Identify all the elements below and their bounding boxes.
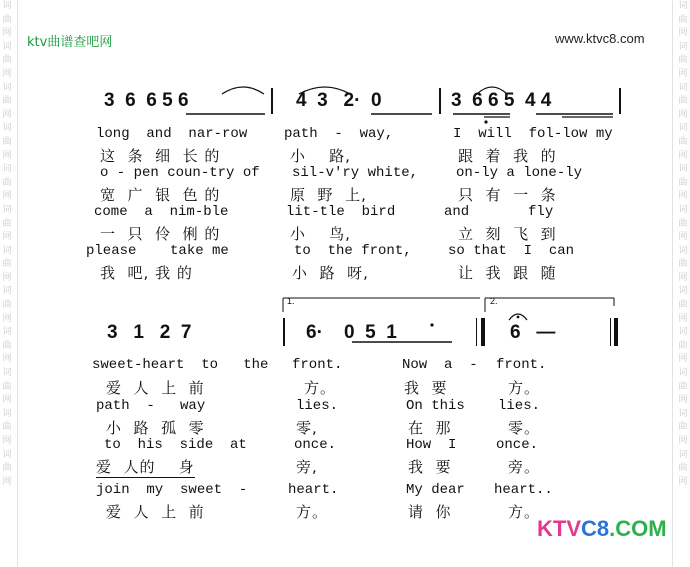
lyric-text: lit-tle bird	[286, 204, 396, 220]
lyric-text: 我 吧, 我 的	[100, 264, 193, 282]
lyric-text: to his side at	[104, 437, 247, 453]
lyric-text: so that I can	[448, 243, 575, 259]
lyric-text: 让 我 跟 随	[458, 264, 557, 282]
lyric-text: 方。	[508, 379, 541, 397]
lyric-text: come a nim-ble	[94, 204, 229, 220]
logo-part-ktv: KTV	[537, 516, 581, 541]
lyric-text: 跟 着 我 的	[458, 147, 557, 165]
measure-6-notes: 6 —	[510, 322, 556, 343]
lyric-text: and fly	[444, 204, 554, 220]
lyric-text: 小 路 孤 零	[106, 419, 205, 437]
lyric-text: 爱 人 上 前	[106, 503, 205, 521]
lyric-text: front.	[292, 357, 343, 373]
lyric-text: 方。	[304, 379, 337, 397]
ending-2-label: 2.	[490, 296, 498, 306]
measure-3-notes: 3 6 6 5 4 4	[451, 90, 552, 111]
lyric-text: 请 你	[408, 503, 452, 521]
measure-5-notes: 6· 0 5 1	[306, 322, 397, 343]
lyric-text: once.	[294, 437, 337, 453]
lyric-text: 爱 人 上 前	[106, 379, 205, 397]
lyric-text: 旁。	[508, 458, 541, 476]
lyric-text: 方。	[508, 503, 541, 521]
lyric-text: 只 有 一 条	[458, 186, 557, 204]
side-watermark-left: 词曲网词曲网词曲网词曲网词曲网词曲网词曲网词曲网词曲网词曲网词曲网词曲网	[2, 1, 12, 487]
lyric-text: front.	[496, 357, 547, 373]
lyric-text: path - way,	[284, 126, 394, 142]
lyric-text: 宽 广 银 色 的	[100, 186, 221, 204]
repeat-barline-thick	[481, 318, 485, 346]
lyric-text: 爱 人的 身	[96, 458, 195, 476]
lyric-text: please take me	[86, 243, 229, 259]
lyric-text: My dear	[406, 482, 465, 498]
lyric-text: heart.	[288, 482, 339, 498]
lyric-text: How I	[406, 437, 457, 453]
lyric-text: 小 路 呀,	[292, 264, 369, 282]
final-barline-thin	[610, 318, 611, 346]
lyric-text: 零。	[508, 419, 541, 437]
logo-part-com: .COM	[609, 516, 667, 541]
lyric-text: On this	[406, 398, 465, 414]
lyric-text: 在 那	[408, 419, 452, 437]
side-watermark-right: 词曲网词曲网词曲网词曲网词曲网词曲网词曲网词曲网词曲网词曲网词曲网词曲网	[678, 1, 688, 487]
measure-4-notes: 3 1 2 7	[107, 322, 192, 343]
lyric-text: 小 路,	[290, 147, 351, 165]
final-barline-thick	[614, 318, 618, 346]
barline	[283, 318, 285, 346]
lyric-text: 立 刻 飞 到	[458, 225, 557, 243]
repeat-barline-thin	[476, 318, 477, 346]
logo-part-c8: C8	[581, 516, 610, 541]
lyric-text: join my sweet -	[96, 482, 248, 498]
site-url[interactable]: www.ktvc8.com	[555, 31, 645, 46]
lyric-text: on-ly a lone-ly	[456, 165, 583, 181]
lyric-text: heart..	[494, 482, 553, 498]
measure-2-notes: 4 3 2· 0	[296, 90, 382, 111]
lyric-text: 这 条 细 长 的	[100, 147, 221, 165]
lyric-text: 我 要	[408, 458, 452, 476]
lyric-text: 零,	[296, 419, 318, 437]
lyric-text: I will fol-low my	[453, 126, 613, 142]
lyric-text: 方。	[296, 503, 329, 521]
lyric-text: long and nar-row	[96, 126, 248, 142]
ktvc8-logo	[537, 516, 667, 542]
lyric-text: 旁,	[296, 458, 318, 476]
lyric-text: lies.	[296, 398, 339, 414]
site-name[interactable]: ktv曲谱查吧网	[27, 35, 113, 50]
ending-1-label: 1.	[287, 296, 295, 306]
lyric-text: sil-v'ry white,	[292, 165, 419, 181]
lyric-text: Now a -	[402, 357, 478, 373]
lyric-text: lies.	[498, 398, 541, 414]
lyric-text: 原 野 上,	[290, 186, 367, 204]
lyric-text: 我 要	[404, 379, 448, 397]
measure-1-notes: 3 6 6 5 6	[104, 90, 189, 111]
lyric-text: 小 鸟,	[290, 225, 351, 243]
lyric-text: 一 只 伶 俐 的	[100, 225, 221, 243]
lyric-text: to the front,	[294, 243, 412, 259]
lyric-text: o - pen coun-try of	[100, 165, 260, 181]
lyric-text: sweet-heart to the	[92, 357, 269, 373]
lyric-text: once.	[496, 437, 539, 453]
lyric-text: path - way	[96, 398, 206, 414]
